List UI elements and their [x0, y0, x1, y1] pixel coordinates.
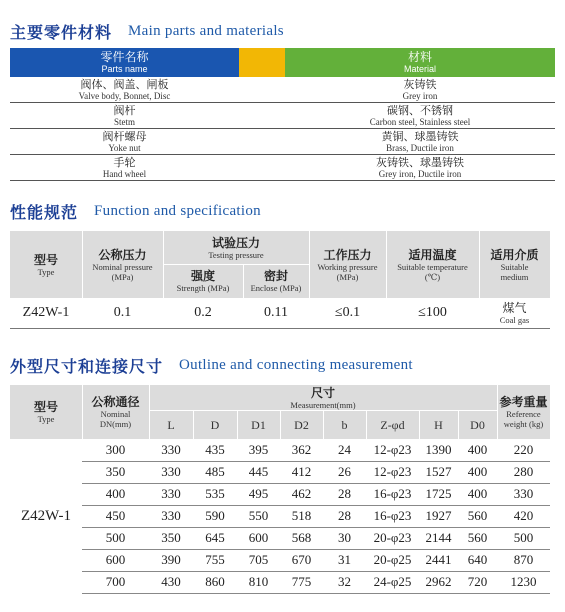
- measurement-cell: 640: [467, 552, 488, 567]
- material-name-en: Grey iron, Ductile iron: [378, 168, 462, 179]
- measurement-cell: 1390: [425, 442, 452, 457]
- spec-cell-strength: [163, 298, 243, 328]
- spec-cell-wp: [309, 298, 386, 328]
- measurement-cell: 395: [248, 442, 269, 457]
- header-weight-en2: weight (kg): [503, 419, 544, 429]
- measurement-cell: 412: [291, 464, 312, 479]
- measurement-cell: 330: [161, 442, 181, 457]
- header-tp-cn: 试验压力: [211, 235, 260, 250]
- measurement-cell: 720: [467, 574, 488, 589]
- materials-row: [10, 103, 555, 129]
- header-type-cn: 型号: [33, 400, 58, 414]
- spec-temp-value: ≤100: [418, 305, 447, 320]
- materials-row: [10, 129, 555, 155]
- measurement-cell: 485: [205, 464, 225, 479]
- measurement-cell: 2441: [425, 552, 452, 567]
- measurement-cell: 28: [338, 486, 351, 501]
- measurement-cell: 32: [338, 574, 351, 589]
- part-cell: [10, 103, 239, 128]
- header-spacer: [239, 48, 285, 77]
- weight-cell: 500: [513, 530, 534, 545]
- column-symbol: L: [167, 417, 175, 432]
- header-material: [285, 48, 555, 77]
- column-symbol: D1: [251, 417, 266, 432]
- measurement-cell: 755: [205, 552, 225, 567]
- measurement-cell: 330: [161, 508, 181, 523]
- spec-medium-cn: 煤气: [502, 301, 527, 315]
- measurement-row: [82, 461, 550, 484]
- header-type: [10, 385, 82, 439]
- measurement-cell: 1725: [425, 486, 452, 501]
- header-type-en: Type: [37, 266, 55, 277]
- material-name-cn: 碳钢、不锈钢: [387, 103, 453, 117]
- header-strength-cn: 强度: [190, 269, 215, 283]
- measurement-cell: 31: [338, 552, 351, 567]
- material-name-en: Brass, Ductile iron: [386, 142, 454, 153]
- weight-cell: 1230: [510, 574, 537, 589]
- header-wp-cn: 工作压力: [323, 247, 372, 262]
- header-temp-en: Suitable temperature: [397, 261, 468, 272]
- spec-np-value: 0.1: [113, 305, 132, 320]
- header-wp-en: Working pressure: [317, 261, 378, 272]
- divider: [323, 411, 324, 439]
- measurement-row: [82, 571, 550, 594]
- header-enclose-cn: 密封: [263, 269, 288, 283]
- measurement-cell: 16-φ23: [373, 486, 412, 501]
- weight-cell: 330: [513, 486, 534, 501]
- header-type-en: Type: [37, 414, 55, 424]
- measurement-cell: 535: [205, 486, 225, 501]
- materials-row: [10, 155, 555, 181]
- measurement-column-header: [419, 411, 458, 439]
- model-cell: Z42W-1: [21, 507, 71, 524]
- header-medium-en1: Suitable: [500, 261, 529, 272]
- header-parts-name-cn: 零件名称: [100, 50, 149, 64]
- measurement-cell: 810: [248, 574, 269, 589]
- divider: [193, 411, 194, 439]
- part-name-cn: 阀杆: [113, 103, 136, 117]
- section-title-specification: [10, 198, 261, 224]
- measurement-cell: 860: [205, 574, 225, 589]
- material-name-cn: 黄铜、球墨铸铁: [381, 129, 459, 143]
- divider: [237, 411, 238, 439]
- header-np-en: Nominal pressure: [92, 261, 153, 272]
- measurement-cell: 462: [291, 486, 312, 501]
- column-symbol: D: [210, 417, 220, 432]
- measurement-cell: 330: [161, 486, 181, 501]
- dn-cell: 450: [105, 508, 126, 523]
- header-strength-en: Strength (MPa): [176, 283, 230, 293]
- header-temp-unit: (℃): [424, 271, 441, 282]
- measurement-row: [82, 439, 550, 462]
- header-wp-unit: (MPa): [336, 271, 359, 282]
- spec-wp-value: ≤0.1: [334, 305, 361, 320]
- measurement-cell: 560: [467, 530, 488, 545]
- material-cell: [285, 103, 555, 128]
- dn-cell: 400: [105, 486, 126, 501]
- measurement-cell: 20-φ25: [373, 552, 412, 567]
- measurement-cell: 435: [205, 442, 225, 457]
- header-testing-pressure: [163, 231, 309, 264]
- row-divider: [10, 328, 550, 329]
- spec-cell-np: [82, 298, 163, 328]
- measurement-cell: 16-φ23: [373, 508, 412, 523]
- part-cell: [10, 155, 239, 180]
- header-temperature: [386, 231, 479, 298]
- measurement-column-header: [149, 411, 193, 439]
- header-medium: [479, 231, 550, 298]
- measurement-cell: 645: [205, 530, 225, 545]
- header-weight: [497, 385, 550, 439]
- part-name-cn: 手轮: [113, 155, 136, 169]
- header-enclose: [243, 264, 309, 298]
- measurement-column-header: [280, 411, 323, 439]
- spec-medium-en: Coal gas: [499, 315, 530, 325]
- section-title-en: Outline and connecting measurement: [179, 356, 413, 373]
- measurement-cell: 430: [161, 574, 181, 589]
- spec-cell-medium: [479, 298, 550, 328]
- measurement-row: [82, 527, 550, 550]
- materials-table: [10, 48, 555, 181]
- measurement-cell: 330: [161, 464, 181, 479]
- divider: [458, 411, 459, 439]
- material-cell: [285, 77, 555, 102]
- header-nominal-dn: [82, 385, 149, 439]
- measurement-cell: 1927: [425, 508, 452, 523]
- measurement-column-header: [193, 411, 237, 439]
- material-cell: [285, 129, 555, 154]
- measurement-cell: 495: [248, 486, 269, 501]
- divider: [419, 411, 420, 439]
- divider: [366, 411, 367, 439]
- header-np-cn: 公称压力: [98, 247, 147, 262]
- column-symbol: D2: [294, 417, 309, 432]
- measurement-cell: 2962: [425, 574, 452, 589]
- header-material-cn: 材料: [407, 50, 432, 64]
- dn-cell: 300: [105, 442, 126, 457]
- column-symbol: Z-φd: [380, 417, 405, 432]
- spec-enclose-value: 0.11: [264, 305, 288, 320]
- spec-type-value: Z42W-1: [22, 305, 70, 320]
- dn-cell: 600: [105, 552, 126, 567]
- header-weight-cn: 参考重量: [499, 395, 548, 409]
- measurement-column-header: [323, 411, 366, 439]
- header-measurement: [149, 385, 497, 410]
- measurement-cell: 1527: [425, 464, 452, 479]
- header-measurement-en: Measurement(mm): [290, 399, 356, 410]
- measurement-cell: 705: [248, 552, 269, 567]
- part-name-cn: 阀杆螺母: [102, 129, 147, 143]
- header-parts-name: [10, 48, 239, 77]
- section-title-cn: 外型尺寸和连接尺寸: [10, 356, 164, 376]
- header-type-cn: 型号: [33, 252, 58, 267]
- measurement-cell: 590: [205, 508, 225, 523]
- measurement-cell: 775: [291, 574, 312, 589]
- measurement-column-header: [237, 411, 280, 439]
- header-material-en: Material: [403, 64, 436, 74]
- header-dn-cn: 公称通径: [91, 395, 140, 409]
- dn-cell: 700: [105, 574, 126, 589]
- column-symbol: D0: [470, 417, 485, 432]
- weight-cell: 420: [513, 508, 534, 523]
- materials-table-body: [10, 77, 555, 181]
- section-title-measurement: [10, 352, 413, 378]
- measurement-cell: 24-φ25: [373, 574, 412, 589]
- measurement-cell: 362: [291, 442, 312, 457]
- header-enclose-en: Enclose (MPa): [250, 283, 302, 293]
- materials-table-header: [10, 48, 555, 77]
- measurement-cell: 568: [291, 530, 312, 545]
- measurement-cell: 26: [338, 464, 351, 479]
- material-name-cn: 灰铸铁、球墨铸铁: [376, 155, 464, 169]
- column-symbol: b: [341, 417, 348, 432]
- part-name-en: Hand wheel: [102, 168, 147, 179]
- part-name-en: Valve body, Bonnet, Disc: [78, 90, 171, 101]
- header-parts-name-en: Parts name: [101, 64, 148, 74]
- header-working-pressure: [309, 231, 386, 298]
- specification-table: [10, 231, 550, 329]
- measurement-row: [82, 483, 550, 506]
- part-name-cn: 阀体、阀盖、闸板: [80, 77, 169, 91]
- part-name-en: Yoke nut: [108, 142, 141, 153]
- column-symbol: H: [434, 417, 443, 432]
- measurement-cell: 400: [467, 442, 488, 457]
- part-name-en: Stetm: [113, 116, 135, 127]
- measurement-cell: 550: [248, 508, 269, 523]
- measurement-cell: 20-φ23: [373, 530, 412, 545]
- measurement-row: [82, 549, 550, 572]
- header-medium-cn: 适用介质: [490, 247, 539, 262]
- materials-row: [10, 77, 555, 103]
- header-weight-en1: Reference: [506, 409, 541, 419]
- part-cell: [10, 77, 239, 102]
- measurement-cell: 28: [338, 508, 351, 523]
- dn-cell: 500: [105, 530, 126, 545]
- measurement-cell: 12-φ23: [373, 442, 412, 457]
- measurement-row: [82, 505, 550, 528]
- dn-cell: 350: [105, 464, 126, 479]
- measurement-cell: 400: [467, 486, 488, 501]
- header-nominal-pressure: [82, 231, 163, 298]
- measurement-cell: 390: [161, 552, 181, 567]
- section-title-en: Function and specification: [94, 202, 261, 219]
- header-np-unit: (MPa): [111, 271, 134, 282]
- measurement-cell: 670: [291, 552, 312, 567]
- material-name-en: Grey iron: [402, 90, 438, 101]
- material-name-en: Carbon steel, Stainless steel: [369, 116, 471, 127]
- measurement-cell: 445: [248, 464, 269, 479]
- measurement-column-header: [366, 411, 419, 439]
- measurement-table: [10, 385, 550, 595]
- header-measurement-cn: 尺寸: [310, 385, 335, 400]
- weight-cell: 220: [513, 442, 534, 457]
- measurement-cell: 560: [467, 508, 488, 523]
- spec-strength-value: 0.2: [194, 305, 212, 320]
- header-medium-en2: medium: [500, 271, 529, 282]
- part-cell: [10, 129, 239, 154]
- header-dn-unit: DN(mm): [99, 419, 132, 429]
- material-name-cn: 灰铸铁: [403, 77, 437, 91]
- weight-cell: 870: [513, 552, 534, 567]
- section-title-en: Main parts and materials: [128, 22, 284, 39]
- header-type: [10, 231, 82, 298]
- measurement-column-header: [458, 411, 497, 439]
- measurement-cell: 518: [291, 508, 312, 523]
- measurement-cell: 30: [338, 530, 351, 545]
- measurement-cell: 400: [467, 464, 488, 479]
- measurement-cell: 24: [338, 442, 351, 457]
- section-title-cn: 性能规范: [10, 202, 79, 222]
- header-temp-cn: 适用温度: [408, 247, 457, 262]
- material-cell: [285, 155, 555, 180]
- spec-cell-type: [10, 298, 82, 328]
- header-dn-en: Nominal: [100, 409, 131, 419]
- spec-cell-temp: [386, 298, 479, 328]
- spec-cell-enclose: [243, 298, 309, 328]
- section-title-cn: 主要零件材料: [10, 22, 113, 42]
- header-strength: [163, 264, 243, 298]
- weight-cell: 280: [513, 464, 534, 479]
- divider: [280, 411, 281, 439]
- measurement-cell: 12-φ23: [373, 464, 412, 479]
- section-title-materials: [10, 18, 284, 44]
- measurement-cell: 600: [248, 530, 269, 545]
- measurement-cell: 2144: [425, 530, 452, 545]
- measurement-cell: 350: [161, 530, 181, 545]
- header-tp-en: Testing pressure: [208, 249, 264, 260]
